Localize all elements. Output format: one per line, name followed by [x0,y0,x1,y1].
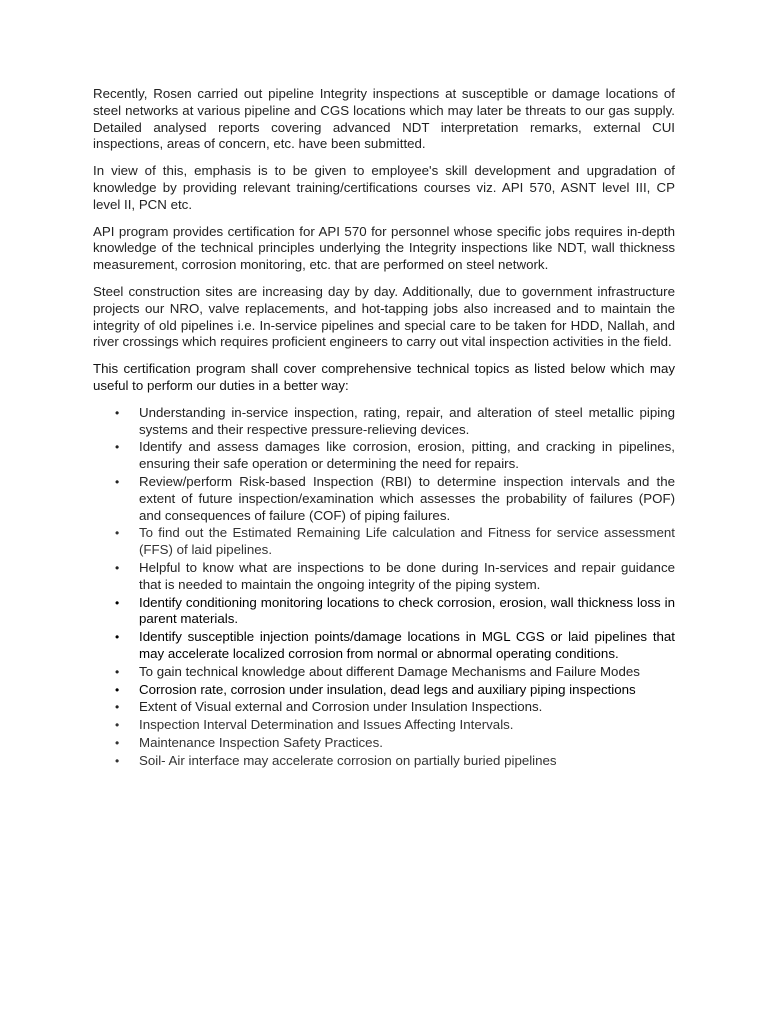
bullet-icon: • [115,700,120,715]
list-item [93,405,675,439]
list-item [93,753,675,770]
list-item [93,629,675,663]
list-item [93,735,675,752]
list-item [93,560,675,594]
list-item-text: Identify conditioning monitoring locations to check corrosion, erosion, wall thickness loss in parent materials. [139,594,675,627]
paragraph-skill-development: In view of this, emphasis is to be given to employee's skill development and upgradation of knowledge by providing relevant training/certifications courses viz. API 570, ASNT level III, CP level II, PCN etc. [93,163,675,212]
paragraph-api-program: API program provides certification for API 570 for personnel whose specific jobs requires in-depth knowledge of the technical principles underlying the Integrity inspections like NDT, wall thickness measurement, corrosion monitoring, etc. that are performed on steel network. [93,223,675,273]
bullet-icon: • [115,735,120,750]
document-page [93,86,675,770]
list-item [93,595,675,629]
list-item [93,664,675,681]
list-item [93,474,675,524]
bullet-icon: • [115,440,120,455]
list-item [93,699,675,716]
bullet-icon: • [115,718,120,733]
bullet-icon: • [115,560,120,575]
list-item [93,717,675,734]
bullet-icon: • [115,595,120,610]
paragraph-program-intro: This certification program shall cover comprehensive technical topics as listed below which may useful to perform our duties in a better way: [93,361,675,393]
bullet-icon: • [115,682,120,697]
paragraph-steel-construction: Steel construction sites are increasing day by day. Additionally, due to government infrastructure projects our NRO, valve replacements, and hot-tapping jobs also increased and to maintain the integrity of old pipelines i.e. In-service pipelines and special care to be taken for HDD, Nallah, and river crossings which requires proficient engineers to carry out vital inspection activities in the field. [93,283,675,350]
paragraph-rosen-inspections: Recently, Rosen carried out pipeline Integrity inspections at susceptible or damage locations of steel networks at various pipeline and CGS locations which may later be threats to our gas supply. Detailed analysed reports covering advanced NDT interpretation remarks, external CUI inspections, areas of concern, etc. have been submitted. [93,86,675,152]
list-item-text: Extent of Visual external and Corrosion under Insulation Inspections. [139,699,543,715]
list-item-text: Helpful to know what are inspections to be done during In-services and repair guidance that is needed to maintain the ongoing integrity of the piping system. [139,559,675,592]
bullet-icon: • [115,630,120,645]
bullet-icon: • [115,405,120,420]
list-item [93,525,675,559]
list-item [93,682,675,699]
list-item-text: Identify susceptible injection points/damage locations in MGL CGS or laid pipelines that may accelerate localized corrosion from normal or abnormal operating conditions. [139,629,675,661]
list-item-text: Inspection Interval Determination and Issues Affecting Intervals. [139,717,514,733]
list-item-text: Maintenance Inspection Safety Practices. [139,734,383,750]
list-item-text: To find out the Estimated Remaining Life calculation and Fitness for service assessment (FFS) of laid pipelines. [139,525,675,558]
topics-list [93,405,675,770]
list-item-text: Corrosion rate, corrosion under insulation, dead legs and auxiliary piping inspections [139,681,636,697]
list-item-text: Understanding in-service inspection, rating, repair, and alteration of steel metallic piping systems and their respective pressure-relieving devices. [139,404,675,437]
list-item-text: Review/perform Risk-based Inspection (RBI) to determine inspection intervals and the extent of future inspection/examination which assesses the probability of failures (POF) and consequences of failure (COF) of piping failures. [139,473,675,523]
bullet-icon: • [115,664,120,679]
list-item-text: To gain technical knowledge about different Damage Mechanisms and Failure Modes [139,663,640,679]
bullet-icon: • [115,526,120,541]
list-item [93,439,675,473]
list-item-text: Identify and assess damages like corrosion, erosion, pitting, and cracking in pipelines, ensuring their safe operation or determining the need for repairs. [139,439,675,472]
bullet-icon: • [115,474,120,489]
list-item-text: Soil- Air interface may accelerate corrosion on partially buried pipelines [139,752,557,768]
bullet-icon: • [115,753,120,768]
